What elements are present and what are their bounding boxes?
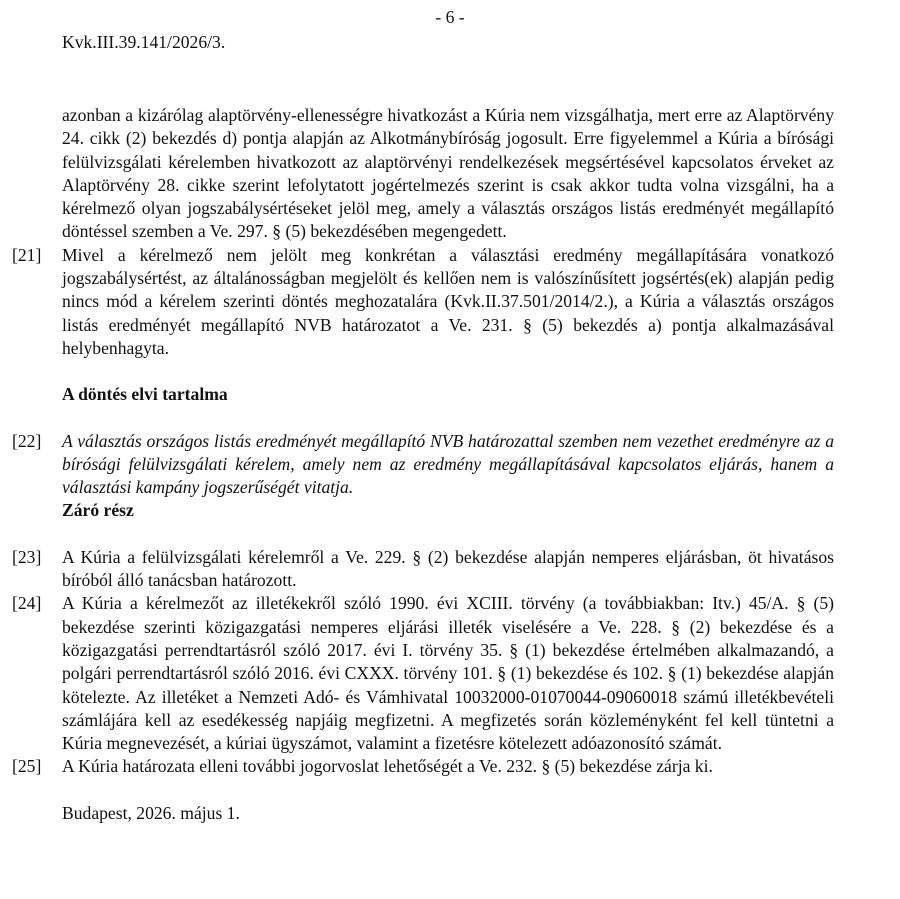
paragraph-21 [12, 244, 834, 360]
intro-paragraph: azonban a kizárólag alaptörvény-ellenességre hivatkozást a Kúria nem vizsgálhatja, mert erre az Alaptörvény 24. cikk (2) bekezdés d) pontja alapján az Alkotmánybíróság jogosult. Erre figyelemmel a Kúria a bírósági felülvizsgálati kérelemben hivatkozott az alaptörvényi rendelkezések megsértésével kapcsolatos érveket az Alaptörvény 28. cikke szerint lefolytatott jogértelmezés szerint is csak akkor tudta volna vizsgálni, ha a kérelmező olyan jogszabálysértéseket jelöl meg, amely a választás országos listás eredményét megállapító döntéssel szemben a Ve. 297. § (5) bekezdésében megengedett. [62, 105, 834, 242]
paragraph-text: Mivel a kérelmező nem jelölt meg konkrétan a választási eredmény megállapítására vonatkozó jogszabálysértést, az általánosságban megjelölt és kellően nem is valószínűsített jogsértés(ek) alapján pedig nincs mód a kérelem szerinti döntés meghozatalára (Kvk.II.37.501/2014/2.), a Kúria a választás országos listás eredményét megállapító NVB határozatot a Ve. 231. § (5) bekezdés a) pontja alkalmazásával helybenhagyta. [62, 244, 834, 358]
paragraph-23 [12, 546, 834, 593]
paragraph-24 [12, 592, 834, 755]
paragraph-text: A Kúria a kérelmezőt az illetékekről szóló 1990. évi XCIII. törvény (a továbbiakban: Itv.) 45/A. § (5) bekezdése szerinti közigazgatási nemperes eljárási illeték viselésére a Ve. 228. § (2) bekezdése és a közigazgatási perrendtartásról szóló 2017. évi I. törvény 35. § (1) bekezdése értelmében alkalmazandó, a polgári perrendtartásról szóló 2016. évi CXXX. törvény 101. § (1) bekezdése és 102. § (1) bekezdése alapján kötelezte. Az illetéket a Nemzeti Adó- és Vámhivatal 10032000-01070044-09060018 számú illetékbevételi számlájára kell az esedékesség napjáig megfizetni. A megfizetés során közleményként fel kell tüntetni a Kúria megnevezését, a kúriai ügyszámot, valamint a fizetésre kötelezett adóazonosító számát. [62, 593, 834, 754]
paragraph-number: [21] [12, 244, 42, 265]
paragraph-text: A Kúria határozata elleni további jogorvoslat lehetőségét a Ve. 232. § (5) bekezdése zárja ki. [62, 756, 713, 777]
paragraph-number: [23] [12, 546, 42, 567]
page-number: - 6 - [435, 7, 465, 27]
paragraph-text: A választás országos listás eredményét megállapító NVB határozattal szemben nem vezethet eredményre az a bírósági felülvizsgálati kérelem, amely nem az eredmény megállapításával kapcsolatos eljárás, hanem a választási kampány jogszerűségét vitatja. [62, 430, 834, 498]
case-number: Kvk.III.39.141/2026/3. [62, 32, 226, 52]
document-body [12, 104, 834, 825]
principle-heading: A döntés elvi tartalma [62, 384, 228, 405]
closing-heading: Záró rész [62, 500, 134, 521]
place-and-date: Budapest, 2026. május 1. [62, 802, 240, 823]
paragraph-text: A Kúria a felülvizsgálati kérelemről a Ve. 229. § (2) bekezdése alapján nemperes eljárásban, öt hivatásos bíróból álló tanácsban határozott. [62, 546, 834, 591]
paragraph-22 [12, 430, 834, 500]
paragraph-number: [24] [12, 593, 42, 614]
paragraph-number: [25] [12, 756, 42, 777]
paragraph-25 [12, 755, 834, 778]
paragraph-number: [22] [12, 430, 42, 451]
